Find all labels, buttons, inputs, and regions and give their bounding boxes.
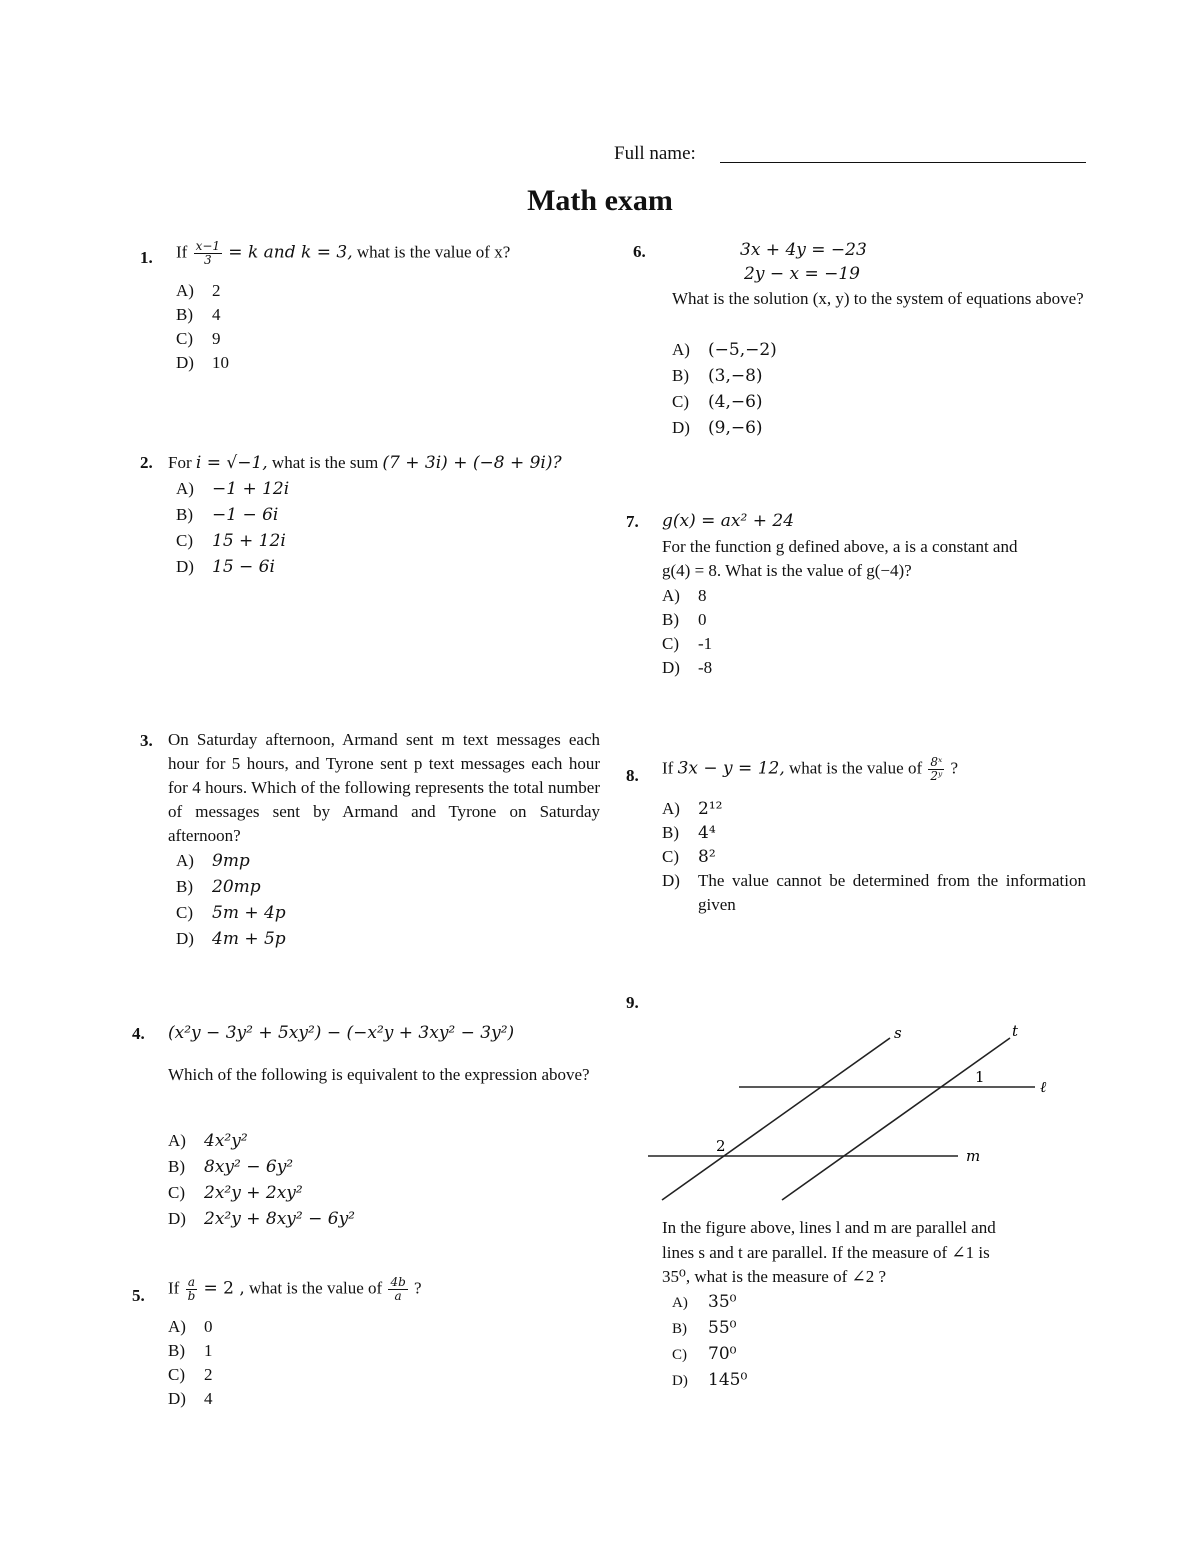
option-text: 2 — [212, 281, 221, 300]
option-b[interactable] — [176, 303, 229, 327]
angle-1-label: 1 — [975, 1068, 985, 1086]
question-3-stem: On Saturday afternoon, Armand sent m text messages each hour for 5 hours, and Tyrone sent p text messages each hour for 4 hours. Which of the following represents the total number of messages sent by Armand and Tyrone on Saturday afternoon? — [168, 730, 600, 845]
q5-fraction-4b-a — [388, 1276, 407, 1303]
option-label: C) — [662, 634, 679, 653]
q8-equation: 3x − y = 12, — [677, 758, 785, 779]
question-number: 3. — [140, 731, 153, 750]
question-number: 2. — [140, 453, 153, 472]
option-c[interactable] — [662, 845, 1086, 869]
q1-fraction — [194, 240, 222, 267]
option-d[interactable] — [176, 554, 289, 580]
option-text: 145⁰ — [708, 1370, 748, 1390]
option-label: A) — [168, 1131, 186, 1150]
option-label: C) — [176, 531, 193, 550]
option-d[interactable] — [662, 656, 712, 680]
question-7-stem-line-2: g(4) = 8. What is the value of g(−4)? — [662, 561, 912, 580]
q8-if: If — [662, 758, 674, 778]
q5-frac1-num: a — [186, 1276, 198, 1290]
q8-frac-num: 8ˣ — [930, 755, 943, 769]
option-text: -1 — [698, 634, 713, 653]
option-label: B) — [176, 505, 193, 524]
option-label: D) — [168, 1389, 186, 1408]
option-label: D) — [672, 1373, 688, 1389]
option-b[interactable] — [168, 1339, 213, 1363]
option-c[interactable] — [176, 528, 289, 554]
q8-tail: what is the value of — [788, 758, 923, 778]
option-text: 35⁰ — [708, 1292, 737, 1312]
line-t — [782, 1038, 1010, 1200]
option-label: C) — [168, 1365, 185, 1384]
option-text: 4 — [204, 1389, 213, 1408]
question-7-stem-line-1: For the function g defined above, a is a constant and — [662, 537, 1018, 556]
option-label: A) — [662, 586, 680, 605]
option-text: 10 — [212, 353, 229, 372]
option-c[interactable] — [168, 1180, 355, 1206]
q1-frac-num: x−1 — [195, 239, 221, 253]
option-text: 8² — [698, 847, 716, 867]
option-a[interactable] — [662, 584, 712, 608]
q5-frac2-num: 4b — [390, 1275, 406, 1289]
option-text: 9mp — [212, 851, 250, 871]
option-text: (9,−6) — [708, 418, 763, 438]
option-b[interactable] — [168, 1154, 355, 1180]
question-2-options — [176, 476, 289, 580]
option-label: A) — [176, 479, 194, 498]
question-5-stem — [168, 1276, 422, 1303]
label-m: m — [966, 1147, 981, 1165]
q1-if: If — [176, 242, 188, 262]
option-label: A) — [176, 851, 194, 870]
option-label: A) — [672, 1295, 688, 1311]
option-text: (−5,−2) — [708, 340, 777, 360]
option-label: D) — [176, 929, 194, 948]
q2-text: what is the sum — [271, 453, 379, 472]
q2-for: For — [168, 453, 192, 472]
option-text: 20mp — [212, 877, 261, 897]
line-s — [662, 1038, 890, 1200]
question-9-stem-line-1: In the figure above, lines l and m are parallel and — [662, 1218, 996, 1237]
option-text: 8 — [698, 586, 707, 605]
option-label: C) — [176, 903, 193, 922]
question-4-expression: (x²y − 3y² + 5xy²) − (−x²y + 3xy² − 3y²) — [168, 1023, 515, 1043]
question-4-options — [168, 1128, 355, 1232]
option-b[interactable] — [662, 821, 1086, 845]
question-9-stem-line-2: lines s and t are parallel. If the measure of ∠1 is — [662, 1243, 990, 1262]
option-d[interactable] — [168, 1206, 355, 1232]
option-text: 4 — [212, 305, 221, 324]
option-d[interactable] — [176, 926, 286, 952]
option-label: B) — [168, 1157, 185, 1176]
option-label: B) — [662, 823, 679, 842]
option-label: A) — [176, 281, 194, 300]
question-6-equation-1: 3x + 4y = −23 — [740, 240, 867, 260]
question-1-options — [176, 279, 229, 375]
question-number: 4. — [132, 1024, 145, 1043]
label-t: t — [1012, 1022, 1019, 1040]
q1-tail: what is the value of x? — [356, 242, 511, 262]
question-6-stem: What is the solution (x, y) to the system of equations above? — [672, 289, 1084, 308]
option-label: A) — [168, 1317, 186, 1336]
option-a[interactable] — [176, 848, 286, 874]
option-b[interactable] — [176, 502, 289, 528]
q1-frac-den: 3 — [203, 253, 212, 267]
option-text: 4x²y² — [204, 1131, 248, 1151]
option-a[interactable] — [176, 279, 229, 303]
question-number: 7. — [626, 512, 639, 531]
question-3-options — [176, 848, 286, 952]
full-name-field[interactable] — [720, 162, 1086, 163]
option-text: 2¹² — [698, 799, 723, 819]
question-8-options — [662, 797, 1086, 917]
question-2-stem — [168, 451, 562, 475]
option-text: 15 − 6i — [212, 557, 275, 577]
option-text: 15 + 12i — [212, 531, 286, 551]
question-number: 9. — [626, 993, 639, 1012]
option-d[interactable] — [672, 415, 777, 441]
option-c[interactable] — [672, 389, 777, 415]
q5-tail: what is the value of — [249, 1278, 383, 1298]
option-text: 4⁴ — [698, 823, 716, 843]
option-label: B) — [168, 1341, 185, 1360]
option-label: B) — [662, 610, 679, 629]
option-text: 0 — [204, 1317, 213, 1336]
option-label: D) — [662, 658, 680, 677]
q5-frac2-den: a — [394, 1289, 402, 1303]
q5-end: ? — [414, 1278, 422, 1298]
question-9-options — [672, 1290, 747, 1394]
option-text: 70⁰ — [708, 1344, 737, 1364]
option-label: B) — [672, 366, 689, 385]
option-d[interactable] — [168, 1387, 213, 1411]
option-text: 5m + 4p — [212, 903, 286, 923]
option-text: −1 − 6i — [212, 505, 279, 525]
option-d[interactable] — [662, 869, 1086, 917]
option-label: D) — [662, 871, 680, 890]
option-d[interactable] — [672, 1368, 747, 1394]
option-label: C) — [672, 392, 689, 411]
option-label: C) — [672, 1347, 687, 1363]
option-c[interactable] — [672, 1342, 747, 1368]
question-1-stem — [176, 240, 510, 267]
option-c[interactable] — [176, 327, 229, 351]
question-4-stem: Which of the following is equivalent to the expression above? — [168, 1065, 590, 1084]
question-number: 8. — [626, 766, 639, 785]
option-c[interactable] — [662, 632, 712, 656]
option-text: (4,−6) — [708, 392, 763, 412]
option-d[interactable] — [176, 351, 229, 375]
q2-expression: (7 + 3i) + (−8 + 9i)? — [382, 453, 562, 473]
option-b[interactable] — [672, 1316, 747, 1342]
question-6-equation-2: 2y − x = −19 — [744, 264, 860, 284]
option-text: 1 — [204, 1341, 213, 1360]
option-a[interactable] — [662, 797, 1086, 821]
option-a[interactable] — [176, 476, 289, 502]
option-label: A) — [672, 340, 690, 359]
question-9-stem-line-3: 35⁰, what is the measure of ∠2 ? — [662, 1267, 887, 1286]
option-label: D) — [168, 1209, 186, 1228]
option-label: B) — [176, 877, 193, 896]
question-number: 1. — [140, 248, 153, 267]
option-c[interactable] — [176, 900, 286, 926]
q2-i-definition: i = √−1, — [195, 453, 268, 473]
option-text: 2 — [204, 1365, 213, 1384]
page-title: Math exam — [527, 184, 673, 217]
option-text: -8 — [698, 658, 713, 677]
option-text: 0 — [698, 610, 707, 629]
q5-fraction-a-b — [186, 1276, 198, 1303]
question-8-stem — [662, 756, 958, 783]
question-6-options — [672, 337, 777, 441]
option-b[interactable] — [672, 363, 777, 389]
angle-2-label: 2 — [716, 1137, 726, 1155]
q1-equation: = k and k = 3, — [228, 242, 353, 263]
q5-equals: = 2 , — [203, 1278, 245, 1299]
q5-frac1-den: b — [187, 1289, 196, 1303]
option-text: 8xy² − 6y² — [204, 1157, 294, 1177]
option-label: A) — [662, 799, 680, 818]
question-number: 6. — [633, 242, 646, 261]
q8-frac-den: 2ʸ — [930, 769, 943, 783]
option-label: D) — [672, 418, 690, 437]
option-text: 55⁰ — [708, 1318, 737, 1338]
option-c[interactable] — [168, 1363, 213, 1387]
option-text: 4m + 5p — [212, 929, 286, 949]
option-label: C) — [176, 329, 193, 348]
option-a[interactable] — [168, 1315, 213, 1339]
label-s: s — [894, 1024, 902, 1042]
option-label: D) — [176, 353, 194, 372]
question-number: 5. — [132, 1286, 145, 1305]
option-text: −1 + 12i — [212, 479, 290, 499]
q8-end: ? — [950, 758, 959, 778]
option-a[interactable] — [672, 1290, 747, 1316]
question-7-options — [662, 584, 712, 680]
full-name-label: Full name: — [614, 143, 696, 164]
option-b[interactable] — [176, 874, 286, 900]
question-5-options — [168, 1315, 213, 1411]
option-label: B) — [176, 305, 193, 324]
option-text: (3,−8) — [708, 366, 763, 386]
option-label: C) — [662, 847, 679, 866]
option-label: C) — [168, 1183, 185, 1202]
parallel-lines-figure — [640, 1018, 1080, 1208]
option-text: The value cannot be determined from the information given — [698, 871, 1086, 914]
option-b[interactable] — [662, 608, 712, 632]
option-text: 2x²y + 8xy² − 6y² — [204, 1209, 355, 1229]
option-label: B) — [672, 1321, 687, 1337]
option-text: 9 — [212, 329, 221, 348]
option-text: 2x²y + 2xy² — [204, 1183, 303, 1203]
q5-if: If — [168, 1278, 180, 1298]
label-l: ℓ — [1040, 1078, 1047, 1096]
q8-fraction — [928, 756, 944, 783]
question-7-function: g(x) = ax² + 24 — [662, 511, 795, 531]
option-a[interactable] — [168, 1128, 355, 1154]
option-a[interactable] — [672, 337, 777, 363]
option-label: D) — [176, 557, 194, 576]
